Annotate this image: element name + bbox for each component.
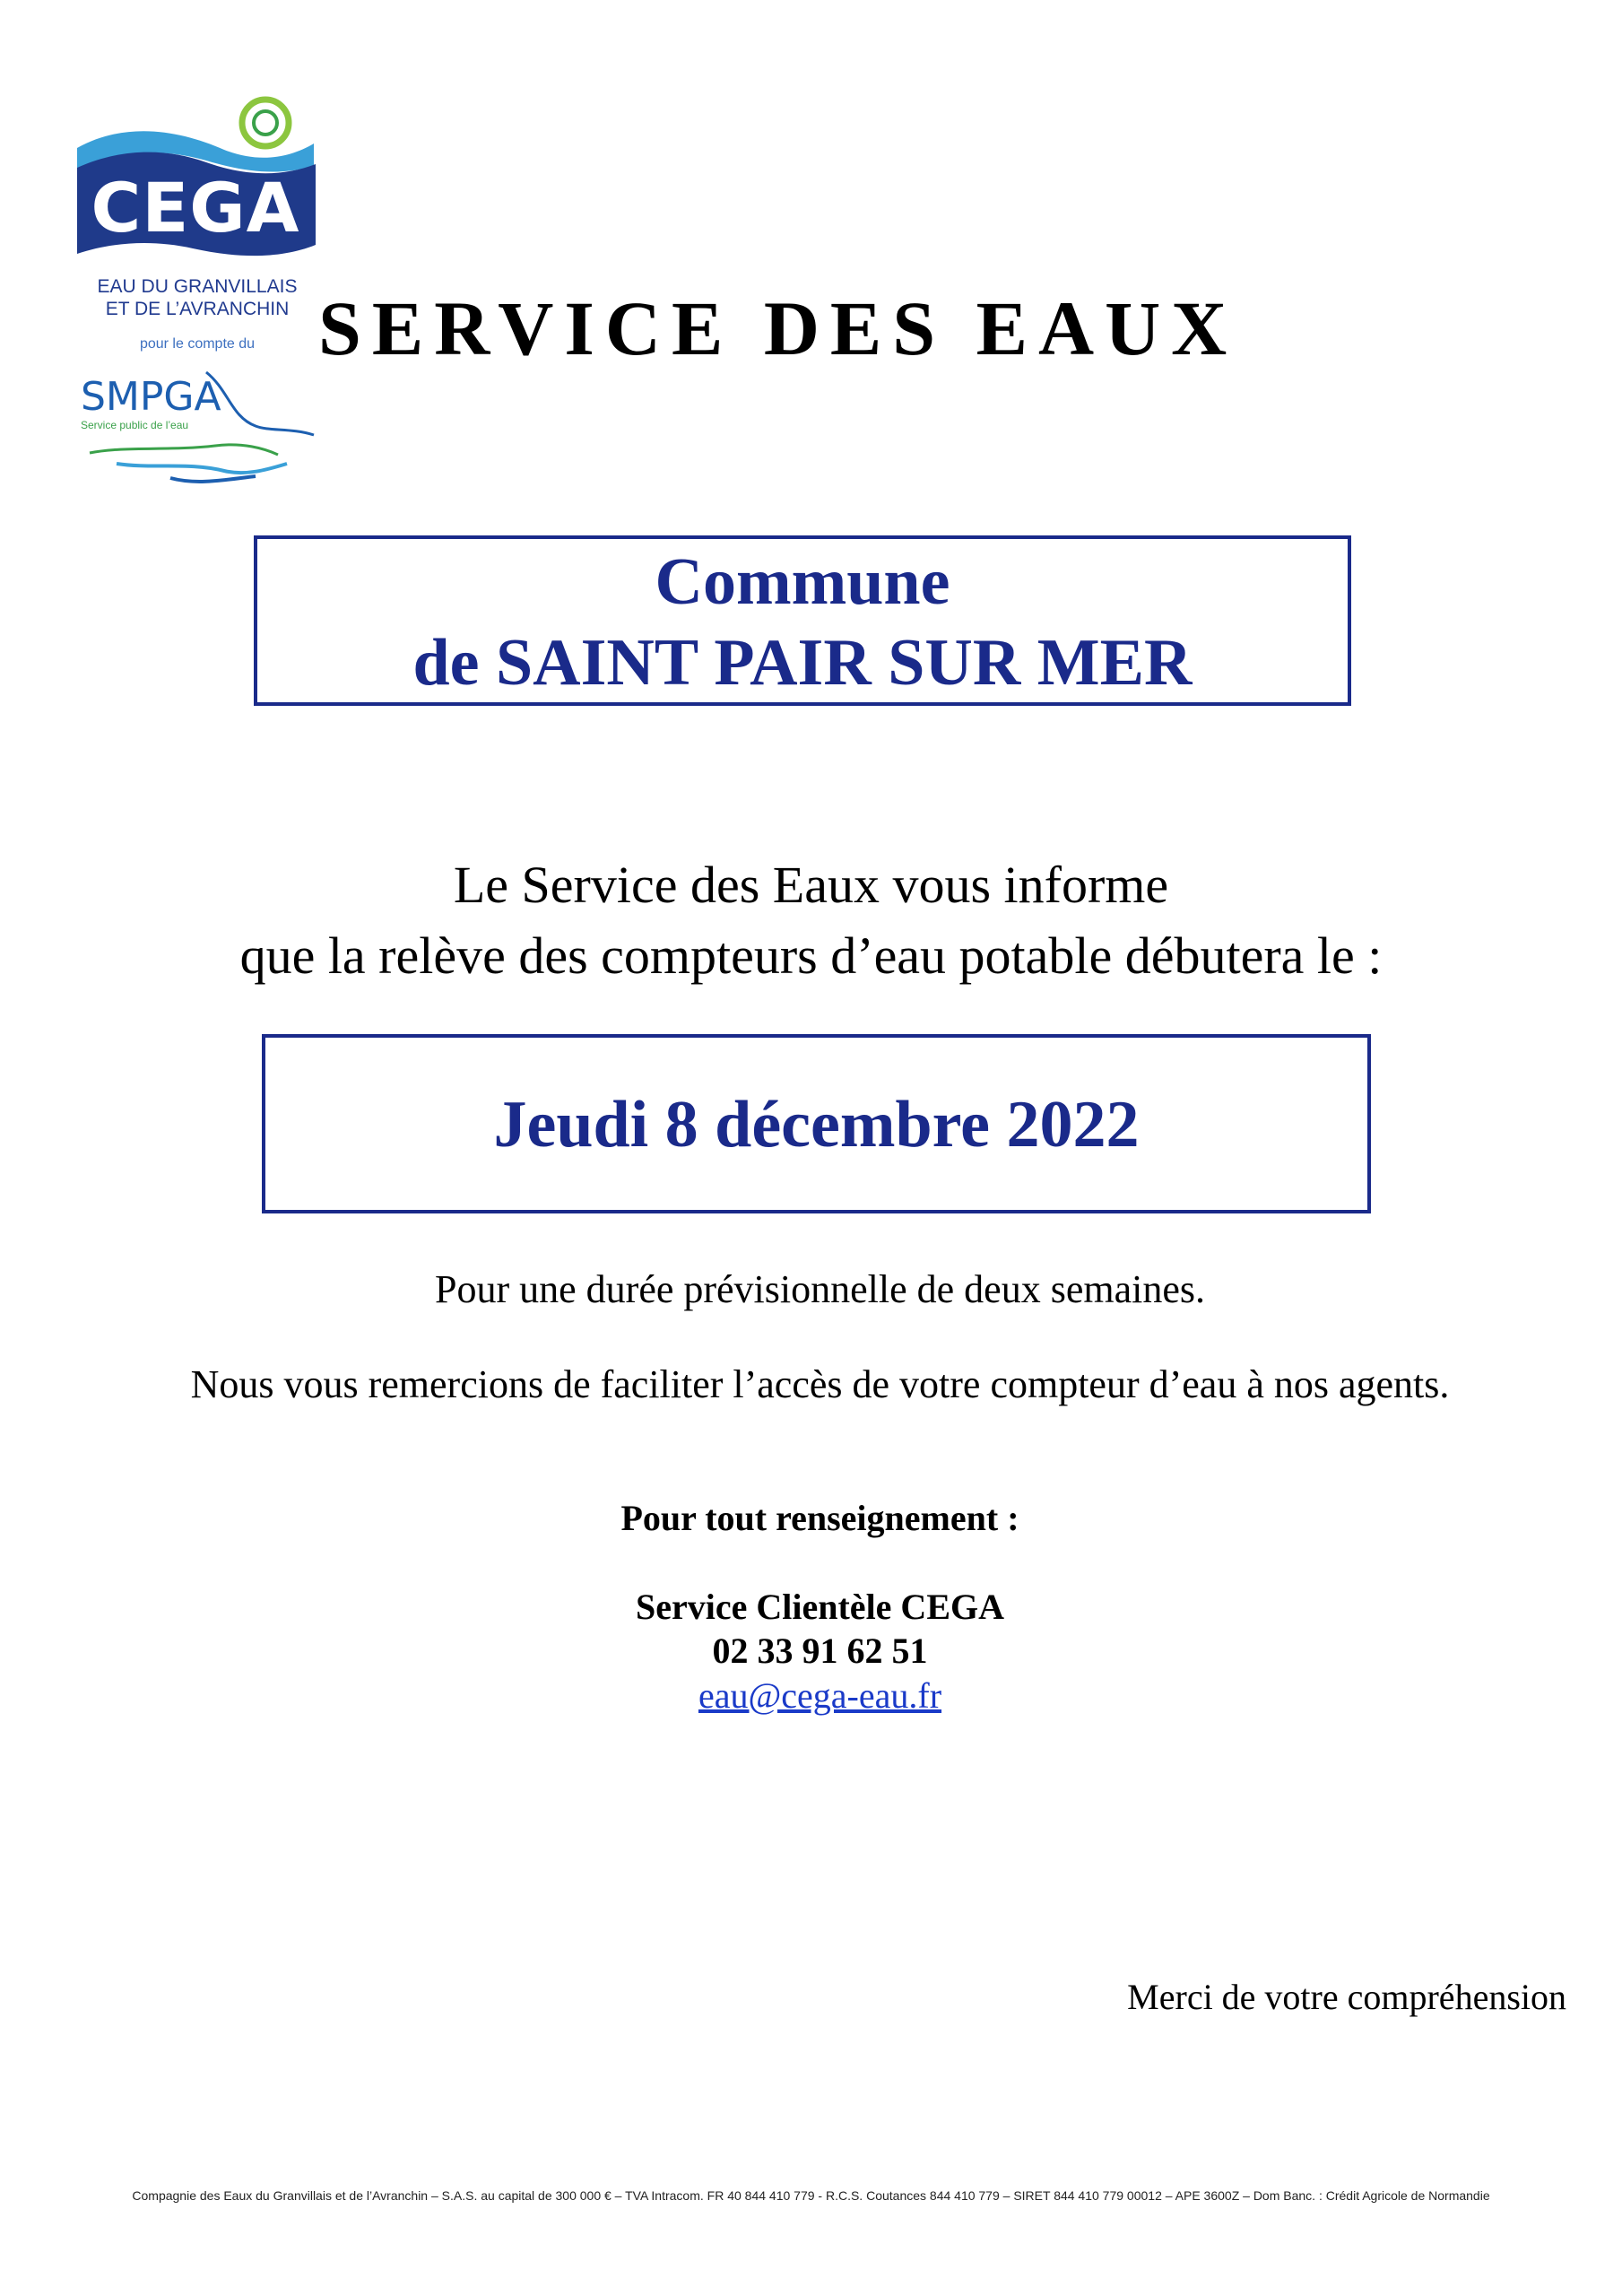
- smpga-tagline: Service public de l’eau: [81, 419, 189, 431]
- smpga-brand-text: SMPGA: [81, 374, 221, 420]
- contact-heading: Pour tout renseignement :: [620, 1498, 1019, 1538]
- closing-text: Merci de votre compréhension: [1127, 1977, 1566, 2017]
- access-request-text: Nous vous remercions de faciliter l’accès de votre compteur d’eau à nos agents.: [190, 1362, 1450, 1406]
- logo-subtitle-line2: ET DE L’AVRANCHIN: [105, 299, 290, 319]
- contact-email-wrap: [9, 1674, 1622, 1718]
- logo-subtitle-line1: EAU DU GRANVILLAIS: [97, 276, 298, 297]
- info-line1: Le Service des Eaux vous informe: [453, 856, 1169, 914]
- contact-email-link[interactable]: eau@cega-eau.fr: [698, 1675, 942, 1716]
- commune-line1: Commune: [655, 545, 950, 619]
- duration-text: Pour une durée prévisionnelle de deux semaines.: [435, 1267, 1205, 1311]
- contact-service: Service Clientèle CEGA: [636, 1587, 1004, 1627]
- contact-phone: 02 33 91 62 51: [712, 1631, 928, 1671]
- page-title: SERVICE DES EAUX: [318, 285, 1238, 371]
- date-box: [262, 1034, 1371, 1213]
- cega-logo: [72, 94, 323, 498]
- info-line2: que la relève des compteurs d’eau potable débutera le :: [239, 926, 1383, 985]
- logo-on-behalf: pour le compte du: [139, 336, 256, 352]
- start-date: Jeudi 8 décembre 2022: [493, 1088, 1140, 1161]
- legal-footer: Compagnie des Eaux du Granvillais et de l’Avranchin – S.A.S. au capital de 300 000 € – TVA Intracom. FR 40 844 410 779 - R.C.S. Coutances 844 410 779 – SIRET 844 410 779 00012 – APE 3600Z – Dom Banc. : Crédit Agricole de Normandie: [132, 2188, 1490, 2203]
- commune-box: [254, 535, 1351, 706]
- commune-line2: de SAINT PAIR SUR MER: [412, 626, 1193, 700]
- cega-brand-text: CEGA: [91, 168, 300, 248]
